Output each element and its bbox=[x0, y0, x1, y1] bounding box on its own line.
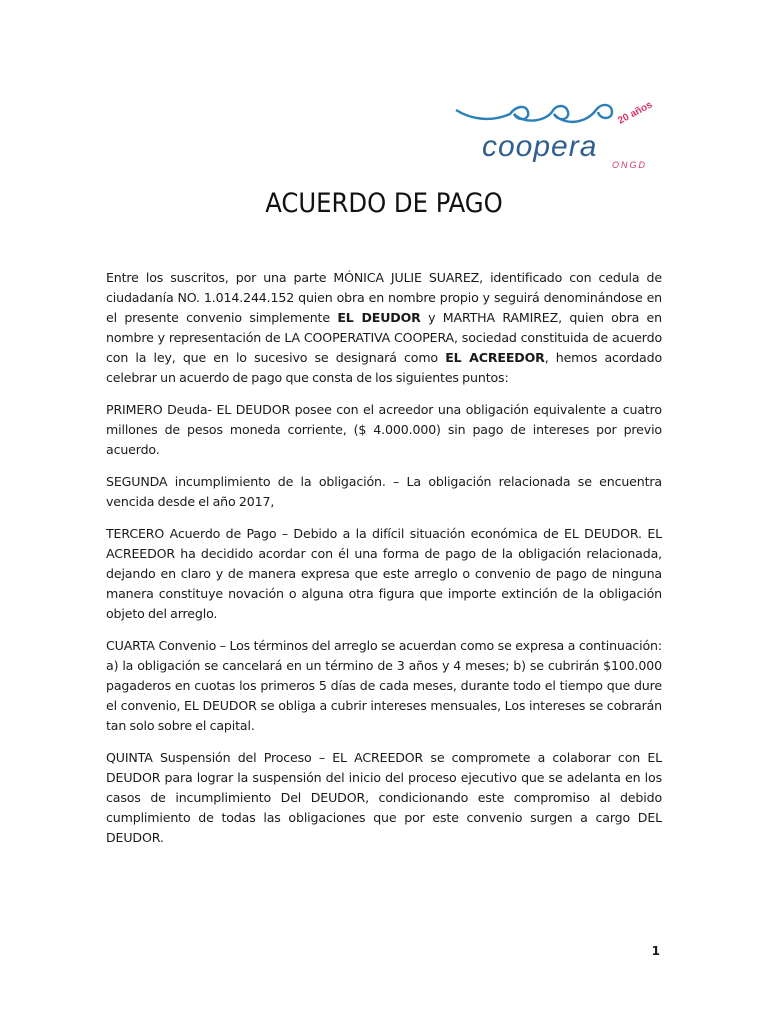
coopera-logo bbox=[452, 98, 672, 172]
document-title: ACUERDO DE PAGO bbox=[265, 188, 503, 219]
page-number: 1 bbox=[651, 944, 660, 958]
intro-paragraph bbox=[106, 268, 662, 388]
intro-text-1: Entre los suscritos, por una parte MÓNICA JULIE SUAREZ, identificado con cedula de ciudadanía NO. 1.014.244.152 quien obra en nombre propio y seguirá denominándose en el presente convenio simplemente bbox=[106, 270, 662, 325]
coopera-logo-icon bbox=[452, 98, 672, 172]
clause-primero: PRIMERO Deuda- EL DEUDOR posee con el acreedor una obligación equivalente a cuatro millones de pesos moneda corriente, ($ 4.000.000) sin pago de intereses por previo acuerdo. bbox=[106, 402, 662, 457]
clause-quinta: QUINTA Suspensión del Proceso – EL ACREEDOR se compromete a colaborar con EL DEUDOR para lograr la suspensión del inicio del proceso ejecutivo que se adelanta en los casos de incumplimiento Del DEUDOR, condicionando este compromiso al debido cumplimiento de todas las obligaciones que por este convenio surgen a cargo DEL DEUDOR. bbox=[106, 750, 662, 845]
logo-badge: 20 años bbox=[616, 99, 655, 127]
clause-tercero: TERCERO Acuerdo de Pago – Debido a la difícil situación económica de EL DEUDOR. EL ACREEDOR ha decidido acordar con él una forma de pago de la obligación relacionada, dejando en claro y de manera expresa que este arreglo o convenio de pago de ninguna manera constituye novación o alguna otra figura que importe extinción de la obligación objeto del arreglo. bbox=[106, 526, 662, 621]
clause-segunda: SEGUNDA incumplimiento de la obligación. – La obligación relacionada se encuentra vencida desde el año 2017, bbox=[106, 474, 662, 509]
logo-name: coopera bbox=[482, 130, 598, 163]
logo-subtitle: ONGD bbox=[612, 160, 647, 170]
clause-cuarta: CUARTA Convenio – Los términos del arreglo se acuerdan como se expresa a continuación: a) la obligación se cancelará en un término de 3 años y 4 meses; b) se cubrirán $100.000 pagaderos en cuotas los primeros 5 días de cada meses, durante todo el tiempo que dure el convenio, EL DEUDOR se obliga a cubrir intereses mensuales, Los intereses se cobrarán tan solo sobre el capital. bbox=[106, 638, 662, 733]
acreedor-bold: EL ACREEDOR bbox=[445, 350, 545, 365]
intro-text-3: , hemos acordado celebrar un acuerdo de pago que consta de los siguientes puntos: bbox=[106, 350, 662, 385]
intro-text-2: y MARTHA RAMIREZ, quien obra en nombre y representación de LA COOPERATIVA COOPERA, sociedad constituida de acuerdo con la ley, que en lo sucesivo se designará como bbox=[106, 310, 662, 365]
document-body bbox=[106, 268, 662, 860]
deudor-bold: EL DEUDOR bbox=[337, 310, 421, 325]
